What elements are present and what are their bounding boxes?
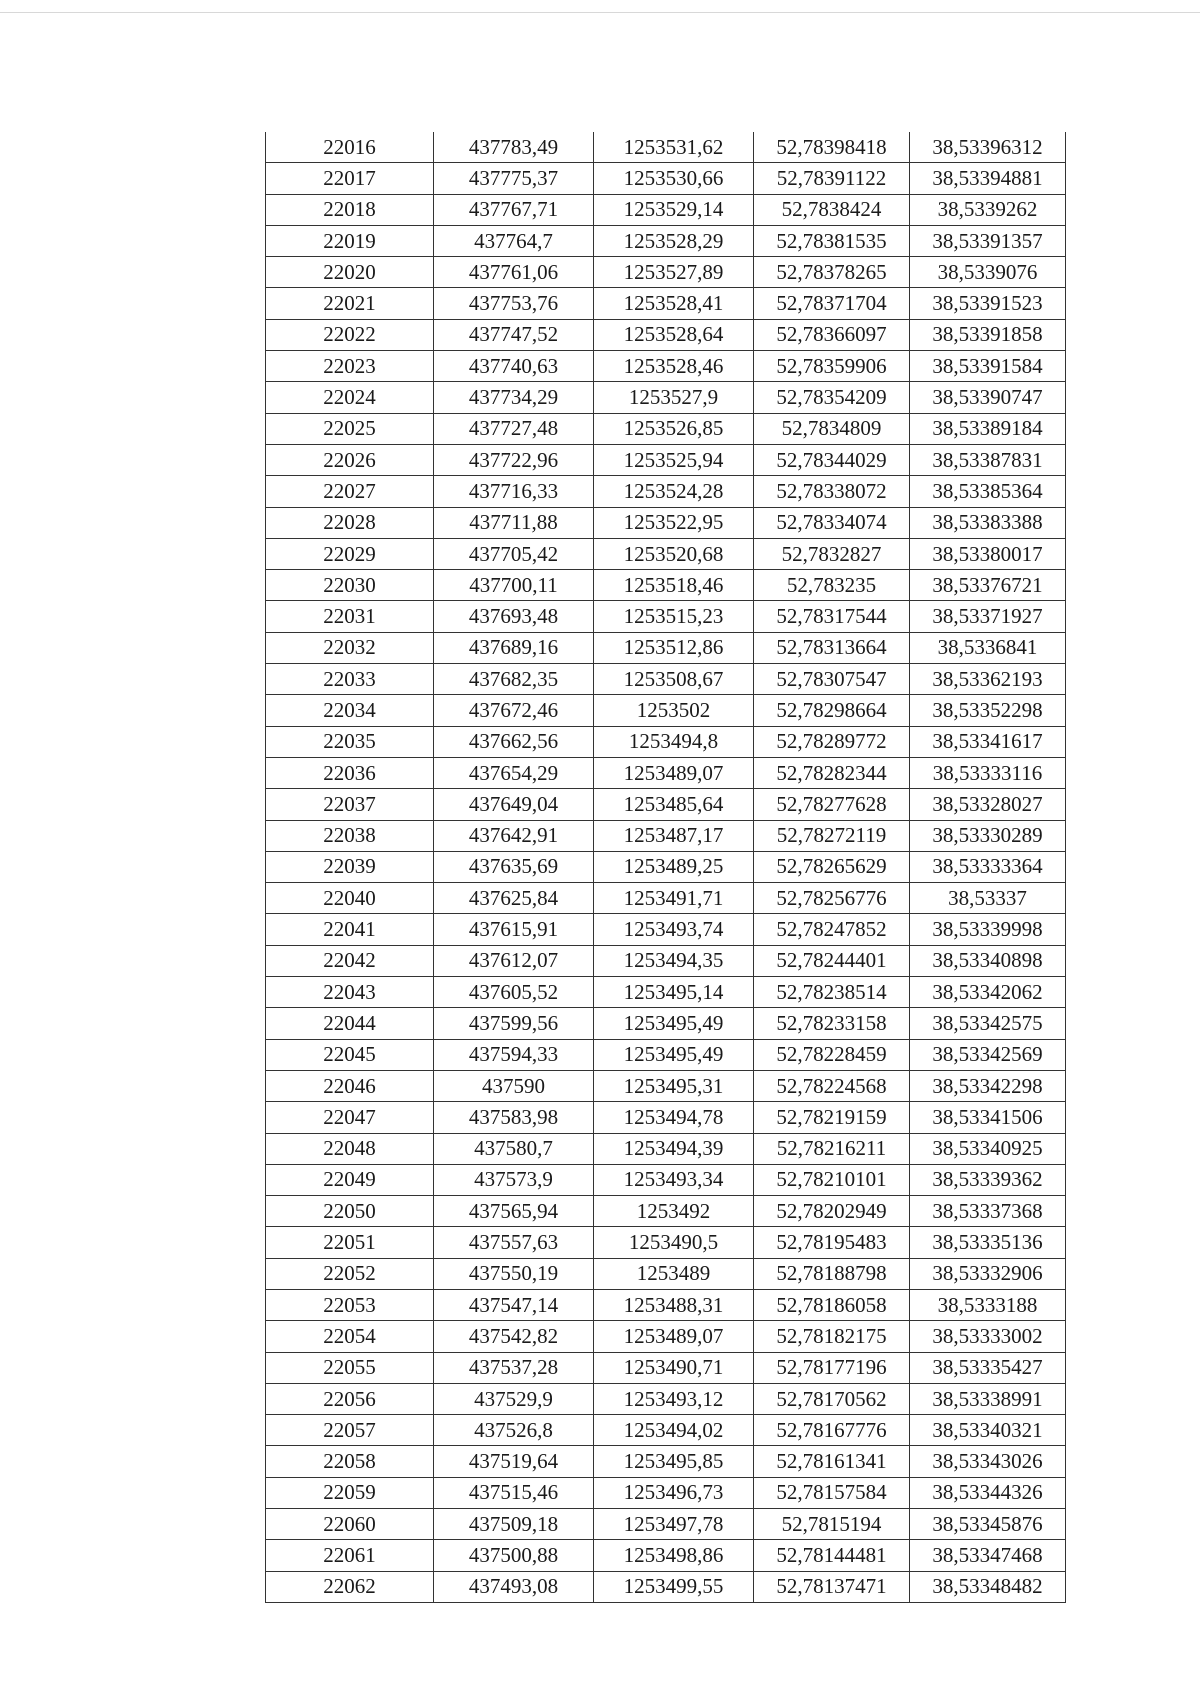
latitude-cell: 52,783235 bbox=[754, 570, 910, 601]
table-row bbox=[266, 601, 1066, 632]
point-number-cell: 22017 bbox=[266, 163, 434, 194]
x-coordinate-cell: 437764,7 bbox=[434, 225, 594, 256]
longitude-cell: 38,53380017 bbox=[910, 538, 1066, 569]
point-number-cell: 22037 bbox=[266, 789, 434, 820]
longitude-cell: 38,53385364 bbox=[910, 476, 1066, 507]
point-number-cell: 22024 bbox=[266, 382, 434, 413]
table-row bbox=[266, 757, 1066, 788]
point-number-cell: 22041 bbox=[266, 914, 434, 945]
latitude-cell: 52,78244401 bbox=[754, 945, 910, 976]
x-coordinate-cell: 437642,91 bbox=[434, 820, 594, 851]
longitude-cell: 38,53330289 bbox=[910, 820, 1066, 851]
longitude-cell: 38,53394881 bbox=[910, 163, 1066, 194]
y-coordinate-cell: 1253527,9 bbox=[594, 382, 754, 413]
table-row bbox=[266, 695, 1066, 726]
latitude-cell: 52,78307547 bbox=[754, 664, 910, 695]
longitude-cell: 38,53387831 bbox=[910, 444, 1066, 475]
longitude-cell: 38,53340925 bbox=[910, 1133, 1066, 1164]
table-row bbox=[266, 194, 1066, 225]
x-coordinate-cell: 437565,94 bbox=[434, 1196, 594, 1227]
longitude-cell: 38,5339262 bbox=[910, 194, 1066, 225]
table-row bbox=[266, 319, 1066, 350]
longitude-cell: 38,53348482 bbox=[910, 1571, 1066, 1602]
x-coordinate-cell: 437526,8 bbox=[434, 1415, 594, 1446]
latitude-cell: 52,78378265 bbox=[754, 257, 910, 288]
point-number-cell: 22053 bbox=[266, 1289, 434, 1320]
table-row bbox=[266, 1258, 1066, 1289]
latitude-cell: 52,7832827 bbox=[754, 538, 910, 569]
x-coordinate-cell: 437515,46 bbox=[434, 1477, 594, 1508]
latitude-cell: 52,78381535 bbox=[754, 225, 910, 256]
longitude-cell: 38,53335427 bbox=[910, 1352, 1066, 1383]
x-coordinate-cell: 437635,69 bbox=[434, 851, 594, 882]
y-coordinate-cell: 1253494,35 bbox=[594, 945, 754, 976]
latitude-cell: 52,78366097 bbox=[754, 319, 910, 350]
latitude-cell: 52,78298664 bbox=[754, 695, 910, 726]
longitude-cell: 38,53338991 bbox=[910, 1383, 1066, 1414]
latitude-cell: 52,78238514 bbox=[754, 977, 910, 1008]
table-row bbox=[266, 1133, 1066, 1164]
point-number-cell: 22059 bbox=[266, 1477, 434, 1508]
point-number-cell: 22056 bbox=[266, 1383, 434, 1414]
point-number-cell: 22039 bbox=[266, 851, 434, 882]
y-coordinate-cell: 1253495,85 bbox=[594, 1446, 754, 1477]
table-row bbox=[266, 789, 1066, 820]
point-number-cell: 22032 bbox=[266, 632, 434, 663]
y-coordinate-cell: 1253492 bbox=[594, 1196, 754, 1227]
longitude-cell: 38,53371927 bbox=[910, 601, 1066, 632]
y-coordinate-cell: 1253489,25 bbox=[594, 851, 754, 882]
point-number-cell: 22060 bbox=[266, 1509, 434, 1540]
point-number-cell: 22022 bbox=[266, 319, 434, 350]
latitude-cell: 52,78170562 bbox=[754, 1383, 910, 1414]
point-number-cell: 22023 bbox=[266, 351, 434, 382]
y-coordinate-cell: 1253495,31 bbox=[594, 1070, 754, 1101]
latitude-cell: 52,78247852 bbox=[754, 914, 910, 945]
point-number-cell: 22019 bbox=[266, 225, 434, 256]
latitude-cell: 52,78233158 bbox=[754, 1008, 910, 1039]
x-coordinate-cell: 437547,14 bbox=[434, 1289, 594, 1320]
longitude-cell: 38,53391858 bbox=[910, 319, 1066, 350]
longitude-cell: 38,53341617 bbox=[910, 726, 1066, 757]
longitude-cell: 38,53390747 bbox=[910, 382, 1066, 413]
table-row bbox=[266, 945, 1066, 976]
table-row bbox=[266, 1352, 1066, 1383]
point-number-cell: 22044 bbox=[266, 1008, 434, 1039]
table-row bbox=[266, 132, 1066, 163]
table-row bbox=[266, 1102, 1066, 1133]
x-coordinate-cell: 437767,71 bbox=[434, 194, 594, 225]
latitude-cell: 52,78256776 bbox=[754, 883, 910, 914]
x-coordinate-cell: 437705,42 bbox=[434, 538, 594, 569]
scan-top-edge-line bbox=[0, 12, 1200, 13]
point-number-cell: 22051 bbox=[266, 1227, 434, 1258]
y-coordinate-cell: 1253490,71 bbox=[594, 1352, 754, 1383]
longitude-cell: 38,53391357 bbox=[910, 225, 1066, 256]
x-coordinate-cell: 437529,9 bbox=[434, 1383, 594, 1414]
point-number-cell: 22057 bbox=[266, 1415, 434, 1446]
longitude-cell: 38,53337368 bbox=[910, 1196, 1066, 1227]
longitude-cell: 38,53328027 bbox=[910, 789, 1066, 820]
longitude-cell: 38,53342062 bbox=[910, 977, 1066, 1008]
point-number-cell: 22061 bbox=[266, 1540, 434, 1571]
point-number-cell: 22031 bbox=[266, 601, 434, 632]
x-coordinate-cell: 437580,7 bbox=[434, 1133, 594, 1164]
longitude-cell: 38,53332906 bbox=[910, 1258, 1066, 1289]
latitude-cell: 52,78210101 bbox=[754, 1164, 910, 1195]
longitude-cell: 38,53342298 bbox=[910, 1070, 1066, 1101]
y-coordinate-cell: 1253499,55 bbox=[594, 1571, 754, 1602]
y-coordinate-cell: 1253488,31 bbox=[594, 1289, 754, 1320]
x-coordinate-cell: 437734,29 bbox=[434, 382, 594, 413]
y-coordinate-cell: 1253491,71 bbox=[594, 883, 754, 914]
latitude-cell: 52,7838424 bbox=[754, 194, 910, 225]
y-coordinate-cell: 1253498,86 bbox=[594, 1540, 754, 1571]
latitude-cell: 52,78338072 bbox=[754, 476, 910, 507]
x-coordinate-cell: 437500,88 bbox=[434, 1540, 594, 1571]
point-number-cell: 22021 bbox=[266, 288, 434, 319]
point-number-cell: 22026 bbox=[266, 444, 434, 475]
table-row bbox=[266, 883, 1066, 914]
longitude-cell: 38,53345876 bbox=[910, 1509, 1066, 1540]
point-number-cell: 22016 bbox=[266, 132, 434, 163]
table-row bbox=[266, 507, 1066, 538]
y-coordinate-cell: 1253489,07 bbox=[594, 1321, 754, 1352]
latitude-cell: 52,7815194 bbox=[754, 1509, 910, 1540]
x-coordinate-cell: 437727,48 bbox=[434, 413, 594, 444]
point-number-cell: 22049 bbox=[266, 1164, 434, 1195]
y-coordinate-cell: 1253531,62 bbox=[594, 132, 754, 163]
table-row bbox=[266, 1289, 1066, 1320]
y-coordinate-cell: 1253527,89 bbox=[594, 257, 754, 288]
y-coordinate-cell: 1253515,23 bbox=[594, 601, 754, 632]
x-coordinate-cell: 437599,56 bbox=[434, 1008, 594, 1039]
latitude-cell: 52,78167776 bbox=[754, 1415, 910, 1446]
x-coordinate-cell: 437689,16 bbox=[434, 632, 594, 663]
latitude-cell: 52,78334074 bbox=[754, 507, 910, 538]
longitude-cell: 38,53340321 bbox=[910, 1415, 1066, 1446]
latitude-cell: 52,78157584 bbox=[754, 1477, 910, 1508]
x-coordinate-cell: 437493,08 bbox=[434, 1571, 594, 1602]
point-number-cell: 22033 bbox=[266, 664, 434, 695]
longitude-cell: 38,53347468 bbox=[910, 1540, 1066, 1571]
point-number-cell: 22036 bbox=[266, 757, 434, 788]
y-coordinate-cell: 1253524,28 bbox=[594, 476, 754, 507]
x-coordinate-cell: 437615,91 bbox=[434, 914, 594, 945]
point-number-cell: 22034 bbox=[266, 695, 434, 726]
y-coordinate-cell: 1253487,17 bbox=[594, 820, 754, 851]
point-number-cell: 22047 bbox=[266, 1102, 434, 1133]
table-row bbox=[266, 476, 1066, 507]
latitude-cell: 52,78219159 bbox=[754, 1102, 910, 1133]
y-coordinate-cell: 1253512,86 bbox=[594, 632, 754, 663]
longitude-cell: 38,53333364 bbox=[910, 851, 1066, 882]
point-number-cell: 22028 bbox=[266, 507, 434, 538]
latitude-cell: 52,78195483 bbox=[754, 1227, 910, 1258]
table-row bbox=[266, 1415, 1066, 1446]
y-coordinate-cell: 1253494,8 bbox=[594, 726, 754, 757]
x-coordinate-cell: 437753,76 bbox=[434, 288, 594, 319]
point-number-cell: 22035 bbox=[266, 726, 434, 757]
latitude-cell: 52,78202949 bbox=[754, 1196, 910, 1227]
x-coordinate-cell: 437519,64 bbox=[434, 1446, 594, 1477]
coordinates-table-body bbox=[266, 132, 1066, 1602]
latitude-cell: 52,78188798 bbox=[754, 1258, 910, 1289]
longitude-cell: 38,53333116 bbox=[910, 757, 1066, 788]
longitude-cell: 38,53342569 bbox=[910, 1039, 1066, 1070]
latitude-cell: 52,78228459 bbox=[754, 1039, 910, 1070]
point-number-cell: 22062 bbox=[266, 1571, 434, 1602]
longitude-cell: 38,53383388 bbox=[910, 507, 1066, 538]
y-coordinate-cell: 1253525,94 bbox=[594, 444, 754, 475]
point-number-cell: 22043 bbox=[266, 977, 434, 1008]
table-row bbox=[266, 1446, 1066, 1477]
table-row bbox=[266, 632, 1066, 663]
table-row bbox=[266, 163, 1066, 194]
table-row bbox=[266, 1509, 1066, 1540]
table-row bbox=[266, 977, 1066, 1008]
point-number-cell: 22029 bbox=[266, 538, 434, 569]
y-coordinate-cell: 1253526,85 bbox=[594, 413, 754, 444]
x-coordinate-cell: 437761,06 bbox=[434, 257, 594, 288]
y-coordinate-cell: 1253494,78 bbox=[594, 1102, 754, 1133]
latitude-cell: 52,78216211 bbox=[754, 1133, 910, 1164]
longitude-cell: 38,53391523 bbox=[910, 288, 1066, 319]
x-coordinate-cell: 437711,88 bbox=[434, 507, 594, 538]
table-row bbox=[266, 1477, 1066, 1508]
table-row bbox=[266, 1039, 1066, 1070]
y-coordinate-cell: 1253502 bbox=[594, 695, 754, 726]
longitude-cell: 38,53337 bbox=[910, 883, 1066, 914]
y-coordinate-cell: 1253494,02 bbox=[594, 1415, 754, 1446]
latitude-cell: 52,78137471 bbox=[754, 1571, 910, 1602]
y-coordinate-cell: 1253493,12 bbox=[594, 1383, 754, 1414]
longitude-cell: 38,53396312 bbox=[910, 132, 1066, 163]
latitude-cell: 52,78282344 bbox=[754, 757, 910, 788]
table-row bbox=[266, 851, 1066, 882]
y-coordinate-cell: 1253494,39 bbox=[594, 1133, 754, 1164]
y-coordinate-cell: 1253528,29 bbox=[594, 225, 754, 256]
latitude-cell: 52,78371704 bbox=[754, 288, 910, 319]
y-coordinate-cell: 1253493,34 bbox=[594, 1164, 754, 1195]
y-coordinate-cell: 1253528,41 bbox=[594, 288, 754, 319]
x-coordinate-cell: 437550,19 bbox=[434, 1258, 594, 1289]
x-coordinate-cell: 437649,04 bbox=[434, 789, 594, 820]
table-row bbox=[266, 538, 1066, 569]
y-coordinate-cell: 1253520,68 bbox=[594, 538, 754, 569]
y-coordinate-cell: 1253518,46 bbox=[594, 570, 754, 601]
table-row bbox=[266, 1540, 1066, 1571]
point-number-cell: 22050 bbox=[266, 1196, 434, 1227]
x-coordinate-cell: 437682,35 bbox=[434, 664, 594, 695]
point-number-cell: 22027 bbox=[266, 476, 434, 507]
table-row bbox=[266, 726, 1066, 757]
x-coordinate-cell: 437557,63 bbox=[434, 1227, 594, 1258]
table-row bbox=[266, 1008, 1066, 1039]
table-row bbox=[266, 1164, 1066, 1195]
point-number-cell: 22058 bbox=[266, 1446, 434, 1477]
y-coordinate-cell: 1253529,14 bbox=[594, 194, 754, 225]
longitude-cell: 38,53362193 bbox=[910, 664, 1066, 695]
latitude-cell: 52,7834809 bbox=[754, 413, 910, 444]
coordinates-table bbox=[265, 132, 1066, 1603]
latitude-cell: 52,78344029 bbox=[754, 444, 910, 475]
x-coordinate-cell: 437672,46 bbox=[434, 695, 594, 726]
longitude-cell: 38,53340898 bbox=[910, 945, 1066, 976]
latitude-cell: 52,78317544 bbox=[754, 601, 910, 632]
x-coordinate-cell: 437716,33 bbox=[434, 476, 594, 507]
longitude-cell: 38,53343026 bbox=[910, 1446, 1066, 1477]
x-coordinate-cell: 437605,52 bbox=[434, 977, 594, 1008]
point-number-cell: 22042 bbox=[266, 945, 434, 976]
y-coordinate-cell: 1253489,07 bbox=[594, 757, 754, 788]
y-coordinate-cell: 1253496,73 bbox=[594, 1477, 754, 1508]
longitude-cell: 38,53391584 bbox=[910, 351, 1066, 382]
longitude-cell: 38,53335136 bbox=[910, 1227, 1066, 1258]
table-row bbox=[266, 820, 1066, 851]
y-coordinate-cell: 1253495,49 bbox=[594, 1008, 754, 1039]
x-coordinate-cell: 437722,96 bbox=[434, 444, 594, 475]
longitude-cell: 38,53389184 bbox=[910, 413, 1066, 444]
longitude-cell: 38,53376721 bbox=[910, 570, 1066, 601]
latitude-cell: 52,78313664 bbox=[754, 632, 910, 663]
point-number-cell: 22052 bbox=[266, 1258, 434, 1289]
latitude-cell: 52,78265629 bbox=[754, 851, 910, 882]
longitude-cell: 38,53352298 bbox=[910, 695, 1066, 726]
longitude-cell: 38,53333002 bbox=[910, 1321, 1066, 1352]
y-coordinate-cell: 1253490,5 bbox=[594, 1227, 754, 1258]
point-number-cell: 22040 bbox=[266, 883, 434, 914]
x-coordinate-cell: 437775,37 bbox=[434, 163, 594, 194]
table-row bbox=[266, 914, 1066, 945]
y-coordinate-cell: 1253489 bbox=[594, 1258, 754, 1289]
latitude-cell: 52,78391122 bbox=[754, 163, 910, 194]
y-coordinate-cell: 1253493,74 bbox=[594, 914, 754, 945]
point-number-cell: 22045 bbox=[266, 1039, 434, 1070]
table-row bbox=[266, 1321, 1066, 1352]
latitude-cell: 52,78289772 bbox=[754, 726, 910, 757]
table-row bbox=[266, 257, 1066, 288]
y-coordinate-cell: 1253528,64 bbox=[594, 319, 754, 350]
table-row bbox=[266, 225, 1066, 256]
latitude-cell: 52,78161341 bbox=[754, 1446, 910, 1477]
table-row bbox=[266, 1196, 1066, 1227]
table-row bbox=[266, 351, 1066, 382]
table-row bbox=[266, 444, 1066, 475]
x-coordinate-cell: 437747,52 bbox=[434, 319, 594, 350]
table-row bbox=[266, 288, 1066, 319]
x-coordinate-cell: 437693,48 bbox=[434, 601, 594, 632]
table-row bbox=[266, 570, 1066, 601]
y-coordinate-cell: 1253530,66 bbox=[594, 163, 754, 194]
point-number-cell: 22055 bbox=[266, 1352, 434, 1383]
x-coordinate-cell: 437662,56 bbox=[434, 726, 594, 757]
point-number-cell: 22025 bbox=[266, 413, 434, 444]
x-coordinate-cell: 437612,07 bbox=[434, 945, 594, 976]
table-row bbox=[266, 1070, 1066, 1101]
x-coordinate-cell: 437542,82 bbox=[434, 1321, 594, 1352]
latitude-cell: 52,78144481 bbox=[754, 1540, 910, 1571]
y-coordinate-cell: 1253497,78 bbox=[594, 1509, 754, 1540]
table-row bbox=[266, 1571, 1066, 1602]
table-row bbox=[266, 1383, 1066, 1414]
longitude-cell: 38,53342575 bbox=[910, 1008, 1066, 1039]
x-coordinate-cell: 437740,63 bbox=[434, 351, 594, 382]
latitude-cell: 52,78186058 bbox=[754, 1289, 910, 1320]
longitude-cell: 38,5333188 bbox=[910, 1289, 1066, 1320]
latitude-cell: 52,78224568 bbox=[754, 1070, 910, 1101]
point-number-cell: 22048 bbox=[266, 1133, 434, 1164]
latitude-cell: 52,78272119 bbox=[754, 820, 910, 851]
y-coordinate-cell: 1253495,49 bbox=[594, 1039, 754, 1070]
latitude-cell: 52,78277628 bbox=[754, 789, 910, 820]
table-row bbox=[266, 664, 1066, 695]
x-coordinate-cell: 437537,28 bbox=[434, 1352, 594, 1383]
x-coordinate-cell: 437783,49 bbox=[434, 132, 594, 163]
latitude-cell: 52,78398418 bbox=[754, 132, 910, 163]
point-number-cell: 22030 bbox=[266, 570, 434, 601]
longitude-cell: 38,53341506 bbox=[910, 1102, 1066, 1133]
latitude-cell: 52,78359906 bbox=[754, 351, 910, 382]
x-coordinate-cell: 437594,33 bbox=[434, 1039, 594, 1070]
x-coordinate-cell: 437583,98 bbox=[434, 1102, 594, 1133]
table-row bbox=[266, 382, 1066, 413]
y-coordinate-cell: 1253522,95 bbox=[594, 507, 754, 538]
x-coordinate-cell: 437590 bbox=[434, 1070, 594, 1101]
longitude-cell: 38,5339076 bbox=[910, 257, 1066, 288]
latitude-cell: 52,78354209 bbox=[754, 382, 910, 413]
point-number-cell: 22018 bbox=[266, 194, 434, 225]
y-coordinate-cell: 1253495,14 bbox=[594, 977, 754, 1008]
y-coordinate-cell: 1253508,67 bbox=[594, 664, 754, 695]
latitude-cell: 52,78182175 bbox=[754, 1321, 910, 1352]
x-coordinate-cell: 437700,11 bbox=[434, 570, 594, 601]
point-number-cell: 22054 bbox=[266, 1321, 434, 1352]
x-coordinate-cell: 437654,29 bbox=[434, 757, 594, 788]
latitude-cell: 52,78177196 bbox=[754, 1352, 910, 1383]
x-coordinate-cell: 437509,18 bbox=[434, 1509, 594, 1540]
x-coordinate-cell: 437625,84 bbox=[434, 883, 594, 914]
point-number-cell: 22046 bbox=[266, 1070, 434, 1101]
point-number-cell: 22020 bbox=[266, 257, 434, 288]
longitude-cell: 38,5336841 bbox=[910, 632, 1066, 663]
longitude-cell: 38,53339998 bbox=[910, 914, 1066, 945]
longitude-cell: 38,53339362 bbox=[910, 1164, 1066, 1195]
longitude-cell: 38,53344326 bbox=[910, 1477, 1066, 1508]
y-coordinate-cell: 1253485,64 bbox=[594, 789, 754, 820]
table-row bbox=[266, 1227, 1066, 1258]
y-coordinate-cell: 1253528,46 bbox=[594, 351, 754, 382]
point-number-cell: 22038 bbox=[266, 820, 434, 851]
x-coordinate-cell: 437573,9 bbox=[434, 1164, 594, 1195]
table-row bbox=[266, 413, 1066, 444]
